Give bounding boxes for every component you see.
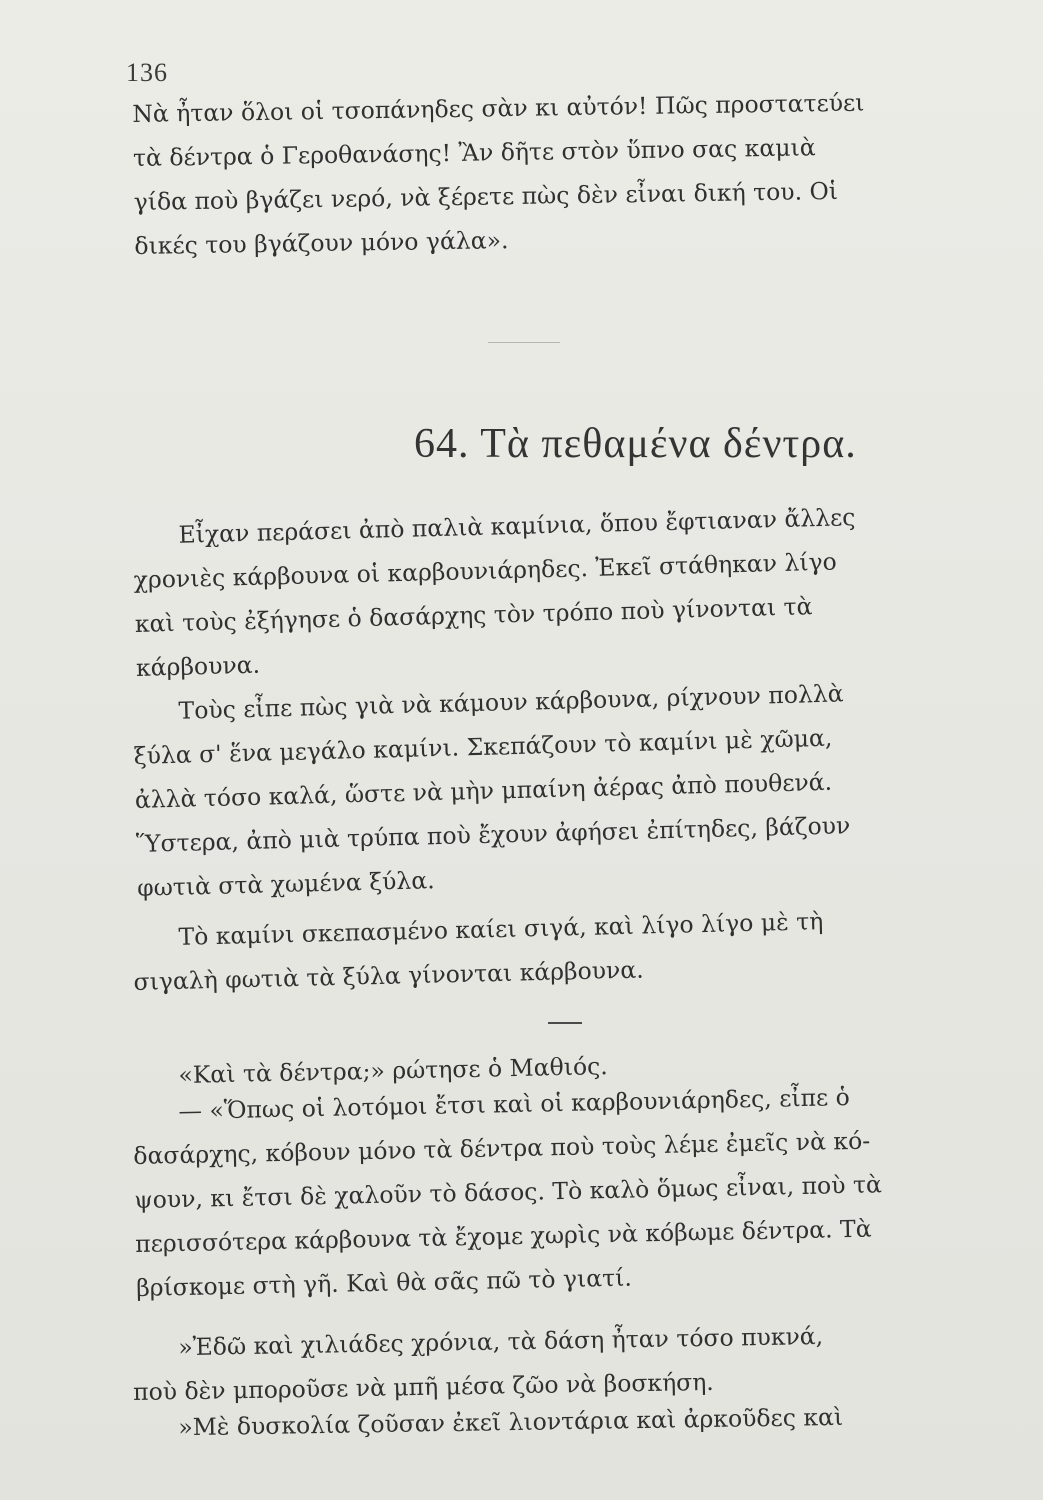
chapter-title: 64. Τὰ πεθαμένα δέντρα. [414,421,857,467]
paragraph-3 [132,895,994,1004]
text-line: Ὕστερα, ἀπὸ μιὰ τρύπα ποὺ ἔχουν ἀφήσει ἐπίτηδες, βάζουν [135,811,851,858]
text-line: δικές του βγάζουν μόνο γάλα». [134,226,509,260]
text-line: φωτιὰ στὰ χωμένα ξύλα. [136,866,435,902]
text-line: βρίσκομε στὴ γῆ. Καὶ θὰ σᾶς πῶ τὸ γιατί. [135,1263,633,1302]
text-line: Νὰ ἦταν ὅλοι οἱ τσοπάνηδες σὰν κι αὐτόν! Πῶς προστατεύει [132,88,865,128]
text-line: σιγαλὴ φωτιὰ τὰ ξύλα γίνονται κάρβουνα. [133,955,644,996]
text-line: Εἶχαν περάσει ἀπὸ παλιὰ καμίνια, ὅπου ἔφτιαναν ἄλλες [178,503,856,549]
text-line: περισσότερα κάρβουνα τὰ ἔχομε χωρὶς νὰ κόβωμε δέντρα. Τὰ [134,1214,872,1258]
text-line: ψουν, κι ἔτσι δὲ χαλοῦν τὸ δάσος. Τὸ καλὸ ὅμως εἶναι, ποὺ τὰ [134,1170,883,1214]
text-line: ποὺ δὲν μποροῦσε νὰ μπῆ μέσα ζῶο νὰ βοσκήση. [132,1367,714,1406]
top-paragraph [132,78,995,267]
section-divider [488,342,560,343]
text-line: »Ἐδῶ καὶ χιλιάδες χρόνια, τὰ δάση ἦταν τόσο πυκνά, [178,1321,824,1362]
text-line: δασάρχης, κόβουν μόνο τὰ δέντρα ποὺ τοὺς λέμε ἐμεῖς νὰ κό- [133,1126,871,1170]
scene-break [548,1022,582,1024]
page-number: 136 [126,58,168,87]
paragraph-2 [132,667,997,909]
text-line: — «Ὅπως οἱ λοτόμοι ἔτσι καὶ οἱ καρβουνιάρηδες, εἶπε ὁ [178,1082,851,1126]
text-line: ξύλα σ' ἕνα μεγάλο καμίνι. Σκεπάζουν τὸ καμίνι μὲ χῶμα, [133,723,833,770]
text-line: ἀλλὰ τόσο καλά, ὥστε νὰ μὴν μπαίνη ἀέρας ἀπὸ πουθενά. [134,767,833,814]
text-line: Τοὺς εἶπε πὼς γιὰ νὰ κάμουν κάρβουνα, ρίχνουν πολλὰ [178,679,844,725]
text-line: χρονιὲς κάρβουνα οἱ καρβουνιάρηδες. Ἐκεῖ στάθηκαν λίγο [133,547,838,594]
text-line: γίδα ποὺ βγάζει νερό, νὰ ξέρετε πὼς δὲν εἶναι δική του. Οἱ [133,176,839,216]
text-line: καὶ τοὺς ἐξήγησε ὁ δασάρχης τὸν τρόπο ποὺ γίνονται τὰ [134,592,813,638]
text-line: »Μὲ δυσκολία ζοῦσαν ἐκεῖ λιοντάρια καὶ ἀρκοῦδες καὶ [178,1402,844,1442]
dialogue-answer [132,1072,996,1310]
paragraph-1 [132,491,996,689]
text-line: κάρβουνα. [135,650,261,682]
text-line: Τὸ καμίνι σκεπασμένο καίει σιγά, καὶ λίγο λίγο μὲ τὴ [178,907,824,951]
dialogue-line: «Καὶ τὰ δέντρα;» ρώτησε ὁ Μαθιός. [178,1052,608,1090]
text-line: τὰ δέντρα ὁ Γεροθανάσης! Ἂν δῆτε στὸν ὕπνο σας καμιὰ [132,133,816,172]
